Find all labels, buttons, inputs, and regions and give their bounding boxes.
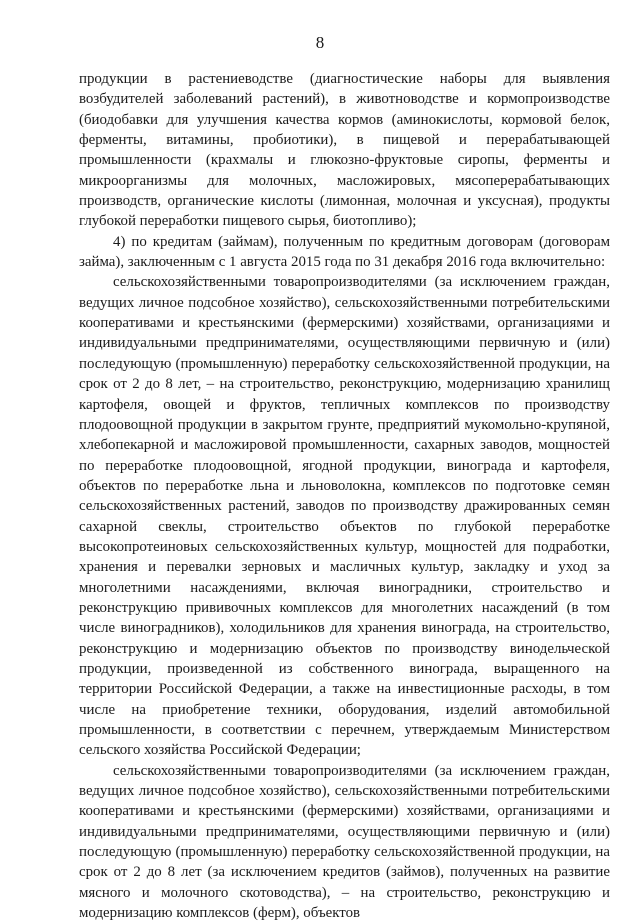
page-number: 8 xyxy=(315,33,325,52)
paragraph-3: сельскохозяйственными товаропроизводителями (за исключением граждан, ведущих личное подсобное хозяйство), сельскохозяйственными потребительскими кооперативами и крестьянскими (фермерскими) хозяйствами, организациями и индивидуальными предпринимателями, осуществляющими первичную и (или) последующую (промышленную) переработку сельскохозяйственной продукции, на срок от 2 до 8 лет, – на строительство, реконструкцию, модернизацию хранилищ картофеля, овощей и фруктов, тепличных комплексов по производству плодоовощной продукции в закрытом грунте, предприятий мукомольно-крупяной, хлебопекарной и масложировой промышленности, сахарных заводов, мощностей по переработке плодоовощной, ягодной продукции, винограда и картофеля, объектов по переработке льна и льноволокна, комплексов по подготовке семян сельскохозяйственных растений, заводов по производству дражированных семян сахарной свеклы, строительство объектов по глубокой переработке высокопротеиновых сельскохозяйственных культур, мощностей для подработки, хранения и перевалки зерновых и масличных культур, закладку и уход за многолетними насаждениями, включая виноградники, строительство и реконструкцию прививочных комплексов для многолетних насаждений (в том числе виноградников), холодильников для хранения винограда, на строительство, реконструкцию и модернизацию объектов по производству винодельческой продукции, произведенной из собственного винограда, выращенного на территории Российской Федерации, а также на инвестиционные расходы, в том числе на приобретение техники, оборудования, изделий автомобильной промышленности, в соответствии с перечнем, утверждаемым Министерством сельского хозяйства Российской Федерации; xyxy=(79,274,610,759)
paragraph-1: продукции в растениеводстве (диагностические наборы для выявления возбудителей заболеваний растений), в животноводстве и кормопроизводстве (биодобавки для улучшения качества кормов (аминокислоты, кормовой белок, ферменты, витамины, пробиотики), в пищевой и перерабатывающей промышленности (крахмалы и глюкозно-фруктовые сиропы, ферменты и микроорганизмы для молочных, масложировых, мясоперерабатывающих производств, органические кислоты (лимонная, молочная и уксусная), продукты глубокой переработки пищевого сырья, биотопливо); xyxy=(79,71,610,230)
document-body xyxy=(79,69,610,923)
paragraph-2: 4) по кредитам (займам), полученным по кредитным договорам (договорам займа), заключенным с 1 августа 2015 года по 31 декабря 2016 года включительно: xyxy=(79,233,610,271)
paragraph-4: сельскохозяйственными товаропроизводителями (за исключением граждан, ведущих личное подсобное хозяйство), сельскохозяйственными потребительскими кооперативами и крестьянскими (фермерскими) хозяйствами, организациями и индивидуальными предпринимателями, осуществляющими первичную и (или) последующую (промышленную) переработку сельскохозяйственной продукции, на срок от 2 до 8 лет (за исключением кредитов (займов), полученных на развитие мясного и молочного скотоводства), – на строительство, реконструкцию и модернизацию комплексов (ферм), объектов xyxy=(79,762,610,922)
